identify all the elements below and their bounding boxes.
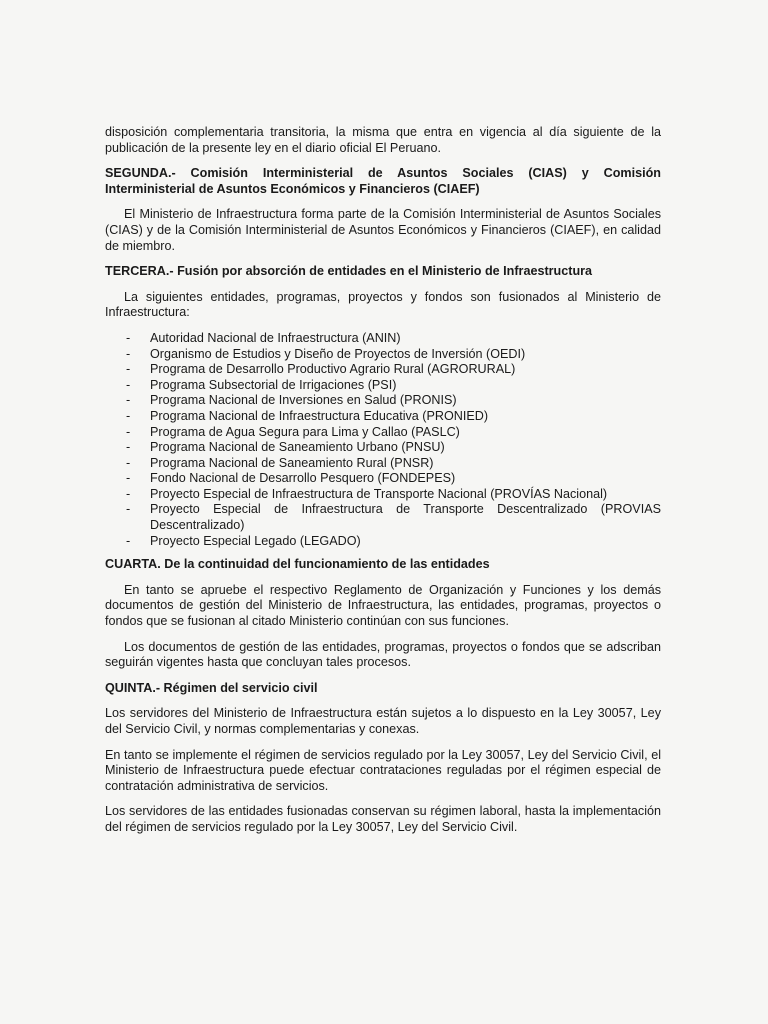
quinta-heading: QUINTA.- Régimen del servicio civil <box>105 680 318 695</box>
tercera-paragraph: La siguientes entidades, programas, proyectos y fondos son fusionados al Ministerio de Infraestructura: <box>105 289 661 320</box>
document-page <box>105 125 661 846</box>
list-item: - Programa Subsectorial de Irrigaciones (PSI) <box>105 378 661 394</box>
intro-paragraph: disposición complementaria transitoria, la misma que entra en vigencia al día siguiente de la publicación de la presente ley en el diario oficial El Peruano. <box>105 125 661 155</box>
list-item: - Proyecto Especial de Infraestructura de Transporte Descentralizado (PROVIAS Descentralizado) <box>105 502 661 533</box>
cuarta-paragraph-2: Los documentos de gestión de las entidades, programas, proyectos o fondos que se adscriban seguirán vigentes hasta que concluyan tales procesos. <box>105 639 661 670</box>
tercera-heading: TERCERA.- Fusión por absorción de entidades en el Ministerio de Infraestructura <box>105 264 593 279</box>
entities-list <box>105 331 661 549</box>
list-item: - Autoridad Nacional de Infraestructura (ANIN) <box>105 331 661 347</box>
list-item: - Programa Nacional de Saneamiento Rural (PNSR) <box>105 456 661 472</box>
list-item: - Organismo de Estudios y Diseño de Proyectos de Inversión (OEDI) <box>105 347 661 363</box>
list-item: - Programa Nacional de Saneamiento Urbano (PNSU) <box>105 440 661 456</box>
list-item: - Proyecto Especial de Infraestructura de Transporte Nacional (PROVÍAS Nacional) <box>105 487 661 503</box>
list-item: - Fondo Nacional de Desarrollo Pesquero (FONDEPES) <box>105 471 661 487</box>
cuarta-heading: CUARTA. De la continuidad del funcionamiento de las entidades <box>105 557 490 572</box>
quinta-paragraph-1: Los servidores del Ministerio de Infraestructura están sujetos a lo dispuesto en la Ley 30057, Ley del Servicio Civil, y normas complementarias y conexas. <box>105 706 661 736</box>
list-item: - Programa de Agua Segura para Lima y Callao (PASLC) <box>105 425 661 441</box>
segunda-heading: SEGUNDA.- Comisión Interministerial de Asuntos Sociales (CIAS) y Comisión Interministerial de Asuntos Económicos y Financieros (CIAEF) <box>105 166 661 196</box>
list-item: - Programa de Desarrollo Productivo Agrario Rural (AGRORURAL) <box>105 362 661 378</box>
list-item: - Programa Nacional de Infraestructura Educativa (PRONIED) <box>105 409 661 425</box>
segunda-paragraph: El Ministerio de Infraestructura forma parte de la Comisión Interministerial de Asuntos Sociales (CIAS) y de la Comisión Interministerial de Asuntos Económicos y Financieros (CIAEF), en calidad de miembro. <box>105 207 661 253</box>
quinta-paragraph-2: En tanto se implemente el régimen de servicios regulado por la Ley 30057, Ley del Servicio Civil, el Ministerio de Infraestructura puede efectuar contrataciones reguladas por el régimen especial de contratación administrativa de servicios. <box>105 747 661 793</box>
list-item: - Programa Nacional de Inversiones en Salud (PRONIS) <box>105 393 661 409</box>
list-item: - Proyecto Especial Legado (LEGADO) <box>105 534 661 550</box>
cuarta-paragraph-1: En tanto se apruebe el respectivo Reglamento de Organización y Funciones y los demás documentos de gestión del Ministerio de Infraestructura, las entidades, programas, proyectos o fondos que se fusionan al citado Ministerio continúan con sus funciones. <box>105 582 661 629</box>
quinta-paragraph-3: Los servidores de las entidades fusionadas conservan su régimen laboral, hasta la implementación del régimen de servicios regulado por la Ley 30057, Ley del Servicio Civil. <box>105 804 661 834</box>
